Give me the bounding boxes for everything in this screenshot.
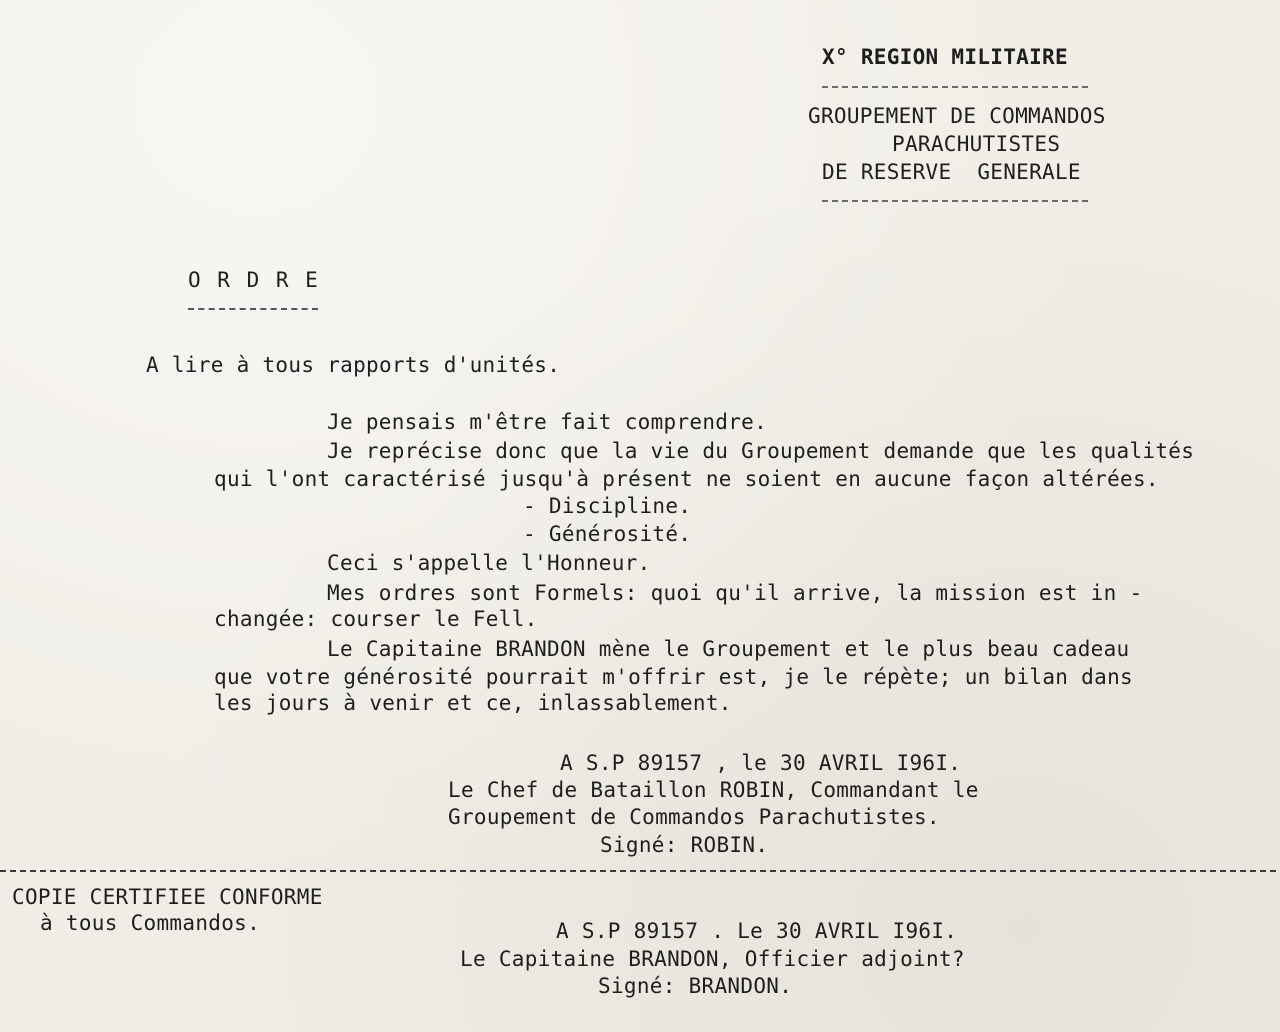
header-unit-line2: PARACHUTISTES [892, 132, 1061, 156]
body-line-ordres: Mes ordres sont Formels: quoi qu'il arrive, la mission est in - [327, 581, 1143, 605]
copy-place-date: A S.P 89157 . Le 30 AVRIL I96I. [556, 919, 958, 943]
order-title-underline [188, 308, 318, 310]
header-separator-top [822, 86, 1088, 88]
signature-line-1: Le Chef de Bataillon ROBIN, Commandant le [448, 778, 979, 802]
body-line-generosite: - Générosité. [523, 522, 692, 546]
body-line-changee: changée: courser le Fell. [214, 607, 538, 631]
body-line-generosite-offrir: que votre générosité pourrait m'offrir est, je le répète; un bilan dans [214, 665, 1133, 689]
copy-certified: COPIE CERTIFIEE CONFORME [12, 885, 323, 909]
header-unit-line3: DE RESERVE GENERALE [822, 160, 1081, 184]
body-line-honneur: Ceci s'appelle l'Honneur. [327, 551, 651, 575]
signature-place-date: A S.P 89157 , le 30 AVRIL I96I. [560, 751, 962, 775]
signature-signed: Signé: ROBIN. [600, 833, 769, 857]
body-line-inlassablement: les jours à venir et ce, inlassablement. [214, 691, 732, 715]
body-line-1: Je pensais m'être fait comprendre. [327, 410, 768, 434]
copy-line-1: Le Capitaine BRANDON, Officier adjoint? [460, 947, 965, 971]
header-separator-bottom [822, 200, 1088, 202]
header-unit-line1: GROUPEMENT DE COMMANDOS [808, 104, 1106, 128]
body-line-discipline: - Discipline. [523, 494, 692, 518]
header-region: X° REGION MILITAIRE [822, 45, 1068, 69]
body-line-brandon: Le Capitaine BRANDON mène le Groupement et le plus beau cadeau [327, 637, 1130, 661]
order-instruction: A lire à tous rapports d'unités. [146, 353, 561, 377]
page-divider [0, 870, 1276, 872]
copy-signed: Signé: BRANDON. [598, 974, 793, 998]
body-line-2: Je reprécise donc que la vie du Groupement demande que les qualités [327, 439, 1195, 463]
order-title: O R D R E [188, 268, 320, 292]
signature-line-2: Groupement de Commandos Parachutistes. [448, 805, 940, 829]
copy-recipients: à tous Commandos. [40, 911, 261, 935]
body-line-3: qui l'ont caractérisé jusqu'à présent ne soient en aucune façon altérées. [214, 467, 1159, 491]
